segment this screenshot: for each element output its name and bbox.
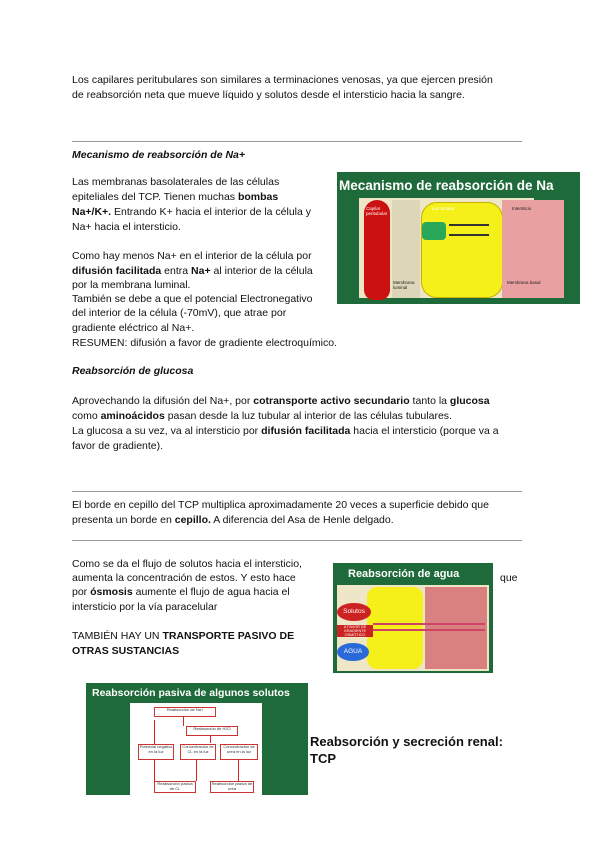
na-slide-title: Mecanismo de reabsorción de Na (339, 178, 554, 193)
side-title (310, 733, 503, 767)
intro-line-2: de reabsorción neta que mueve líquido y solutos desde el intersticio hacia la sangre. (72, 89, 465, 101)
intro-line-1: Los capilares peritubulares son similares a terminaciones venosas, ya que ejercen presión (72, 74, 493, 86)
water-line-1: Como se da el flujo de solutos hacia el intersticio, (72, 558, 302, 570)
paracellular-arrow (373, 623, 485, 625)
tubular-cell (367, 587, 423, 669)
divider (72, 540, 522, 541)
na-p1-line4: Na+ hacia el intersticio. (72, 221, 181, 233)
divider (72, 141, 522, 142)
passive-note-line-2: OTRAS SUSTANCIAS (72, 645, 180, 657)
na-summary: RESUMEN: difusión a favor de gradiente electroquímico. (72, 337, 337, 349)
water-line-3: por ósmosis aumente el flujo de agua hacia el (72, 586, 290, 598)
passive-slide-title: Reabsorción pasiva de algunos solutos (92, 687, 290, 699)
label-capillary: Capilar peritubular (366, 206, 388, 216)
solutes-oval: Solutos (337, 603, 371, 621)
flow-arrow (196, 759, 197, 781)
water-slide-title: Reabsorción de agua (348, 568, 460, 580)
label-membrane-luminal: Membrana luminal (393, 280, 415, 290)
section-heading-glucose: Reabsorción de glucosa (72, 365, 194, 377)
interstitium-zone (425, 587, 487, 669)
brush-line-2: presenta un borde en cepillo. A diferencia del Asa de Henle delgado. (72, 514, 394, 526)
box-water-reabsorption: Reabsorción de H2O (186, 726, 238, 736)
brush-line-1: El borde en cepillo del TCP multiplica aproximadamente 20 veces a superficie debido que (72, 499, 489, 511)
na-p3-line1: También se debe a que el potencial Electronegativo (72, 293, 313, 305)
na-p2-line1: Como hay menos Na+ en el interior de la célula por (72, 250, 312, 262)
flow-arrow (154, 759, 155, 781)
na-p1-line2: epiteliales del TCP. Tienen muchas bombas (72, 191, 279, 203)
glucose-line-1: Aprovechando la difusión del Na+, por cotransporte activo secundario tanto la glucosa (72, 395, 490, 407)
label-membrane-basal: Membrana basal (507, 280, 541, 285)
glucose-line-4: favor de gradiente). (72, 440, 164, 452)
box-passive-cl: Reabsorción pasiva de Cl- (154, 781, 196, 793)
paracellular-arrow (373, 629, 485, 631)
na-p2-line2: difusión facilitada entra Na+ al interior de la célula (72, 265, 313, 277)
glucose-line-2: como aminoácidos pasan desde la luz tubular al interior de las células tubulares. (72, 410, 452, 422)
box-passive-urea: Reabsorción pasiva de urea (210, 781, 254, 793)
transport-arrow (449, 224, 489, 226)
na-p3-line3: gradiente eléctrico al Na+. (72, 322, 195, 334)
osmotic-gradient-label: A FAVOR DE GRADIENTE OSMÓTICO (337, 625, 373, 637)
water-reabsorption-slide (333, 563, 493, 673)
box-na-reabsorption: Reabsorción de Na+ (154, 707, 216, 717)
passive-note-line-1: TAMBIÉN HAY UN TRANSPORTE PASIVO DE (72, 630, 295, 642)
na-p1-line3: Na+/K+. Entrando K+ hacia el interior de la célula y (72, 206, 312, 218)
side-title-line-1: Reabsorción y secreción renal: (310, 734, 503, 749)
box-urea-concentration: Concentración de urea en la luz (220, 744, 258, 760)
side-title-line-2: TCP (310, 751, 336, 766)
flow-arrow (210, 735, 211, 743)
label-interstitium: Intersticio (512, 206, 532, 211)
flow-arrow (238, 759, 239, 781)
flow-arrow (154, 720, 155, 744)
box-cl-concentration: Concentración de Cl- en la luz (180, 744, 216, 760)
na-mechanism-slide (337, 172, 580, 304)
na-p2-line3: por la membrana luminal. (72, 279, 191, 291)
na-p3-line2: del interior de la célula (-70mV), que atrae por (72, 307, 287, 319)
flow-arrow (183, 716, 184, 726)
water-line-2: aumenta la concentración de estos. Y esto hace (72, 572, 296, 584)
transport-arrow (449, 234, 489, 236)
water-line-4: intersticio por la vía paracelular (72, 601, 218, 613)
passive-reabsorption-slide (86, 683, 308, 795)
tubular-cell (421, 202, 503, 298)
water-oval: AGUA (337, 643, 369, 661)
label-lumen: Luz tubular (432, 206, 455, 211)
glucose-line-3: La glucosa a su vez, va al intersticio por difusión facilitada hacia el intersticio (porque va a (72, 425, 499, 437)
divider (72, 491, 522, 492)
section-heading-na: Mecanismo de reabsorción de Na+ (72, 149, 246, 161)
na-p1-line1: Las membranas basolaterales de las células (72, 176, 280, 188)
water-line-2-tail: que (500, 572, 518, 584)
box-negative-potential: Potencial negativo en la luz (138, 744, 174, 760)
na-k-pump (422, 222, 446, 240)
